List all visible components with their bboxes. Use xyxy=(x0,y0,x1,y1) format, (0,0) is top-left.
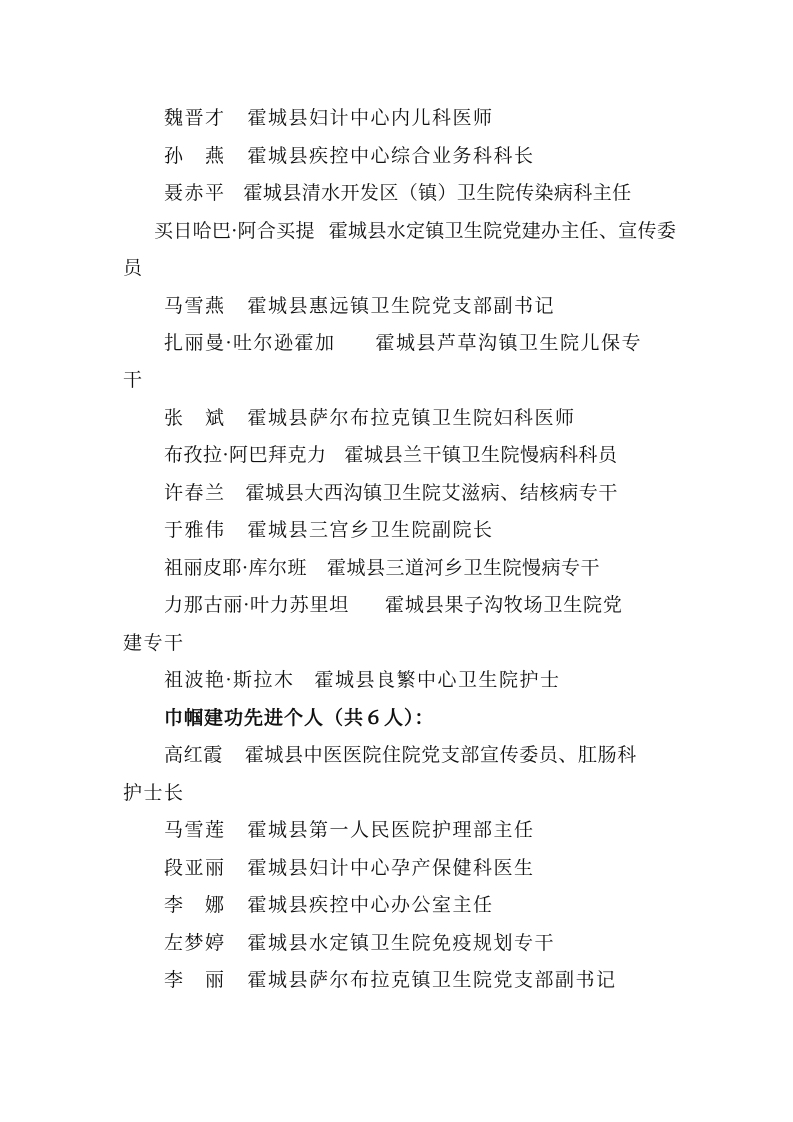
list-item xyxy=(164,550,600,587)
person-description: 霍城县水定镇卫生院党建办主任、宣传委 xyxy=(328,220,677,242)
person-description: 霍城县兰干镇卫生院慢病科科员 xyxy=(344,444,618,466)
person-name: 于雅伟 xyxy=(164,519,226,541)
list-item xyxy=(154,213,676,250)
person-name: 左梦婷 xyxy=(164,932,226,954)
person-description: 霍城县疾控中心综合业务科科长 xyxy=(247,145,535,167)
person-name: 祖波艳·斯拉木 xyxy=(164,669,295,691)
person-description: 霍城县妇计中心孕产保健科医生 xyxy=(247,857,535,879)
person-name: 李 娜 xyxy=(164,894,226,916)
person-name: 祖丽皮耶·库尔班 xyxy=(164,557,308,579)
person-name: 马雪燕 xyxy=(164,295,226,317)
list-item-continuation: 建专干 xyxy=(123,632,185,654)
person-name: 许春兰 xyxy=(164,482,226,504)
list-item xyxy=(164,138,535,175)
list-item-continuation: 员 xyxy=(123,257,144,279)
list-item xyxy=(164,512,494,549)
person-name: 孙 燕 xyxy=(164,145,226,167)
person-name: 扎丽曼·吐尔逊霍加 xyxy=(164,332,336,354)
person-description: 霍城县萨尔布拉克镇卫生院党支部副书记 xyxy=(247,969,617,991)
person-description: 霍城县第一人民医院护理部主任 xyxy=(247,819,535,841)
list-item xyxy=(164,887,494,924)
list-item xyxy=(164,325,642,362)
person-name: 魏晋才 xyxy=(164,107,226,129)
list-item xyxy=(164,737,637,774)
person-name: 买日哈巴·阿合买提 xyxy=(154,220,315,242)
list-item xyxy=(164,587,623,624)
person-description: 霍城县三道河乡卫生院慢病专干 xyxy=(327,557,601,579)
person-name: 布孜拉·阿巴拜克力 xyxy=(164,444,327,466)
person-description: 霍城县疾控中心办公室主任 xyxy=(247,894,494,916)
list-item xyxy=(164,925,555,962)
section-heading: 巾帼建功先进个人（共６人）： xyxy=(164,707,435,729)
person-description: 霍城县中医医院住院党支部宣传委员、肛肠科 xyxy=(244,744,637,766)
person-description: 霍城县大西沟镇卫生院艾滋病、结核病专干 xyxy=(245,482,618,504)
list-item xyxy=(164,100,494,137)
list-item xyxy=(164,175,632,212)
person-description: 霍城县清水开发区（镇）卫生院传染病科主任 xyxy=(243,182,632,204)
person-description: 霍城县果子沟牧场卫生院党 xyxy=(385,594,623,616)
person-name: 高红霞 xyxy=(164,744,223,766)
list-item xyxy=(164,812,535,849)
person-description: 霍城县惠远镇卫生院党支部副书记 xyxy=(247,295,556,317)
person-name: 聂赤平 xyxy=(164,182,226,204)
list-item xyxy=(164,288,555,325)
person-description: 霍城县妇计中心内儿科医师 xyxy=(247,107,494,129)
list-item xyxy=(164,662,561,699)
person-name: 力那古丽·叶力苏里坦 xyxy=(164,594,350,616)
person-description: 霍城县三宫乡卫生院副院长 xyxy=(247,519,494,541)
person-description: 霍城县良繁中心卫生院护士 xyxy=(314,669,561,691)
list-item xyxy=(164,400,576,437)
person-description: 霍城县芦草沟镇卫生院儿保专 xyxy=(375,332,643,354)
list-item xyxy=(164,850,535,887)
person-description: 霍城县水定镇卫生院免疫规划专干 xyxy=(247,932,556,954)
list-item xyxy=(164,475,618,512)
person-name: 张 斌 xyxy=(164,407,226,429)
list-item-continuation: 干 xyxy=(123,369,144,391)
list-item xyxy=(164,437,618,474)
list-item-continuation: 护士长 xyxy=(123,782,185,804)
person-name: 段亚丽 xyxy=(164,857,226,879)
person-name: 马雪莲 xyxy=(164,819,226,841)
person-description: 霍城县萨尔布拉克镇卫生院妇科医师 xyxy=(247,407,576,429)
person-name: 李 丽 xyxy=(164,969,226,991)
list-item xyxy=(164,962,617,999)
